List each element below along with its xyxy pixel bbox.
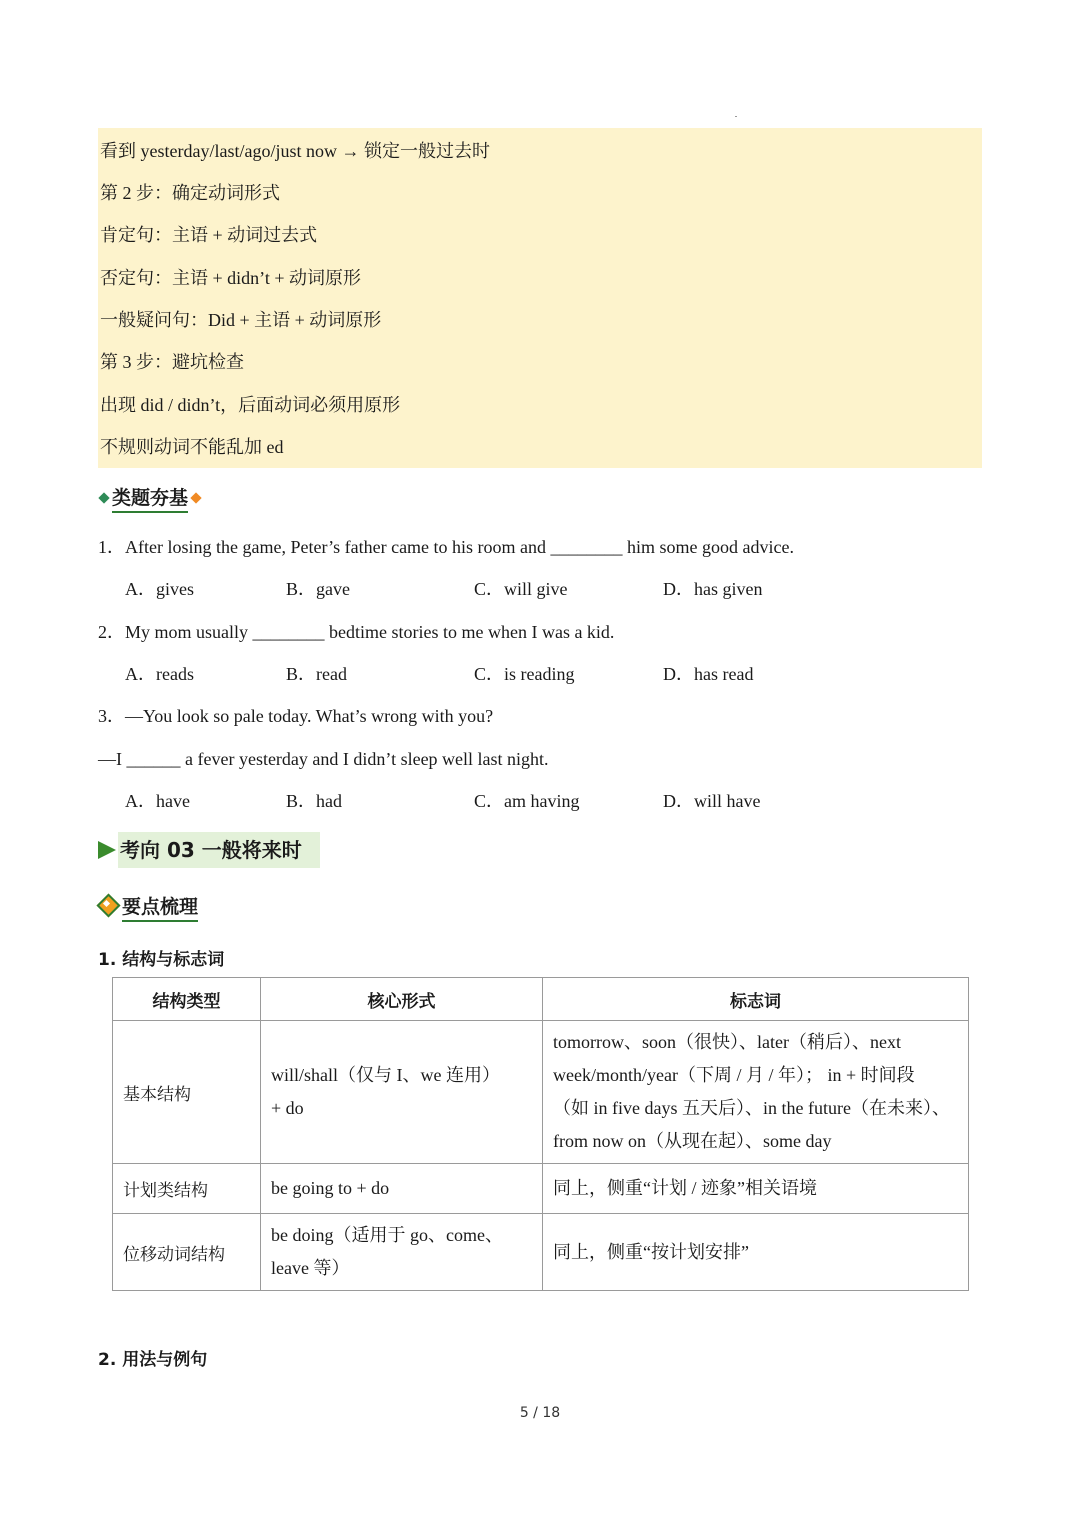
structure-type-cell: 计划类结构 (113, 1164, 261, 1214)
practice-heading-label: 类题夯基 (112, 483, 188, 513)
question-stem: 1．After losing the game, Peter’s father came to his room and ________ him some good advice. (98, 537, 795, 557)
marker-line: （如 in five days 五天后）、in the future（在未来）、 (553, 1098, 950, 1118)
banner-title: 考向 03 一般将来时 (118, 832, 320, 868)
question-option: D．has given (663, 579, 763, 599)
keypoint-diamond-icon (98, 897, 118, 917)
box-line: 看到 yesterday/last/ago/just now → 锁定一般过去时 (100, 141, 490, 161)
section-title: 1. 结构与标志词 (98, 950, 225, 970)
box-line: 第 2 步：确定动词形式 (100, 183, 280, 203)
structure-table (112, 977, 969, 1291)
marker-line: 同上，侧重“按计划安排” (553, 1241, 749, 1262)
table-header: 核心形式 (261, 978, 543, 1021)
marker-line: tomorrow、soon（很快）、later（稍后）、next (553, 1032, 901, 1052)
diamond-icon (190, 492, 201, 503)
form-cell (261, 1214, 543, 1291)
table-header: 标志词 (543, 978, 969, 1021)
play-arrow-icon (98, 841, 116, 859)
question-stem-continued: —I ______ a fever yesterday and I didn’t sleep well last night. (98, 749, 549, 769)
summary-highlight-box (98, 128, 982, 468)
structure-type-cell: 基本结构 (113, 1021, 261, 1164)
diamond-icon (98, 492, 109, 503)
form-line: leave 等） (271, 1258, 350, 1278)
box-line: 一般疑问句：Did + 主语 + 动词原形 (100, 310, 382, 330)
table-row (113, 1021, 969, 1164)
markers-cell (543, 1164, 969, 1214)
structure-type-cell: 位移动词结构 (113, 1214, 261, 1291)
question-option: D．has read (663, 664, 754, 684)
markers-cell (543, 1214, 969, 1291)
box-line: 出现 did / didn’t，后面动词必须用原形 (100, 395, 401, 415)
keypoints-heading-label: 要点梳理 (122, 892, 198, 922)
box-line: 肯定句：主语 + 动词过去式 (100, 225, 318, 245)
form-line: be doing（适用于 go、come、 (271, 1225, 503, 1245)
question-stem: 3．—You look so pale today. What’s wrong with you? (98, 706, 494, 726)
question-option: B．read (286, 664, 347, 684)
form-line: be going to + do (271, 1178, 390, 1198)
marker-line: 同上，侧重“计划 / 迹象”相关语境 (553, 1178, 817, 1198)
question-option: A．have (125, 791, 190, 811)
question-option: C．am having (474, 791, 580, 811)
question-option: A．gives (125, 579, 194, 599)
box-line: 否定句：主语 + didn’t + 动词原形 (100, 268, 361, 288)
form-line: will/shall（仅与 I、we 连用） (271, 1065, 500, 1085)
page-number: 5 / 18 (519, 1405, 561, 1421)
scan-dot (735, 116, 737, 117)
table-header-row (113, 978, 969, 1021)
question-option: B．had (286, 791, 342, 811)
table-header: 结构类型 (113, 978, 261, 1021)
question-option: B．gave (286, 579, 350, 599)
question-stem: 2．My mom usually ________ bedtime stories to me when I was a kid. (98, 622, 615, 642)
marker-line: week/month/year（下周 / 月 / 年）； in + 时间段 (553, 1065, 915, 1085)
table-row (113, 1164, 969, 1214)
box-line: 第 3 步：避坑检查 (100, 352, 244, 372)
practice-heading (96, 484, 204, 512)
markers-cell (543, 1021, 969, 1164)
box-line: 不规则动词不能乱加 ed (100, 437, 284, 457)
form-line: + do (271, 1098, 304, 1118)
question-option: C．is reading (474, 664, 575, 684)
section-title: 2. 用法与例句 (98, 1350, 208, 1370)
table-row (113, 1214, 969, 1291)
keypoints-heading (98, 892, 198, 922)
question-option: A．reads (125, 664, 194, 684)
form-cell (261, 1164, 543, 1214)
form-cell (261, 1021, 543, 1164)
question-option: C．will give (474, 579, 568, 599)
question-option: D．will have (663, 791, 761, 811)
section-banner (98, 832, 320, 868)
marker-line: from now on（从现在起）、some day (553, 1131, 832, 1151)
